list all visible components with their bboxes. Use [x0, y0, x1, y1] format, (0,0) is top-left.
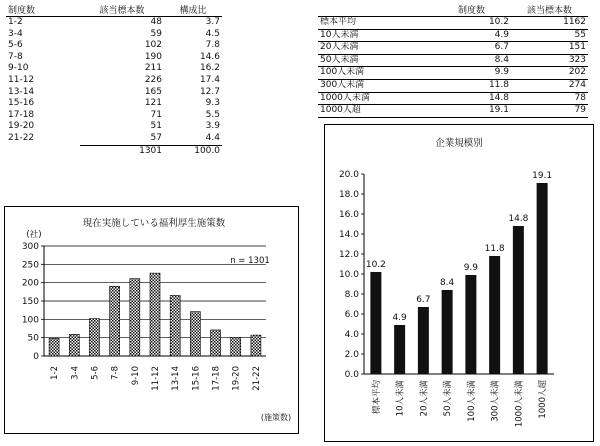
table-cell: 4.9	[432, 29, 511, 42]
table-row	[6, 87, 222, 99]
y-tick-label: 10.0	[338, 270, 359, 280]
y-tick-label: 50	[27, 333, 39, 344]
table-cell: 11-12	[8, 74, 35, 85]
bar	[465, 275, 476, 374]
company-size-table	[318, 3, 588, 118]
table-cell: 51	[150, 121, 162, 132]
bar	[513, 226, 524, 374]
table-cell: 14.6	[199, 51, 220, 62]
table-cell: 3-4	[8, 28, 23, 39]
bar	[130, 279, 140, 356]
bar-value-label: 11.8	[484, 244, 505, 254]
table-cell: 19.1	[432, 105, 511, 118]
table-cell: 102	[144, 40, 162, 51]
table-cell: 57	[150, 132, 162, 143]
y-tick-label: 14.0	[338, 230, 359, 240]
table-cell: 14.8	[432, 92, 511, 105]
table-cell: 4.5	[205, 28, 220, 39]
y-tick-label: 8.0	[344, 290, 359, 300]
table-cell: 1000人超	[318, 105, 432, 118]
table-header-row	[318, 3, 588, 17]
x-tick-label: 19-20	[231, 366, 242, 391]
table-cell: 165	[144, 86, 162, 97]
table-cell: 21-22	[8, 133, 35, 144]
bar-value-label: 6.7	[416, 295, 431, 305]
table-cell: 11.8	[432, 79, 511, 92]
table-row	[6, 133, 222, 145]
table-cell: 190	[144, 51, 162, 62]
table-row	[6, 29, 222, 41]
y-tick-label: 18.0	[338, 190, 359, 200]
bar	[190, 312, 200, 356]
y-axis-label: (社)	[26, 230, 42, 240]
bar	[418, 307, 429, 374]
x-tick-label: 10人未満	[395, 380, 406, 417]
bar-value-label: 10.2	[365, 260, 386, 270]
y-tick-label: 100	[21, 315, 39, 326]
bar-value-label: 14.8	[508, 214, 529, 224]
table-cell: 59	[150, 28, 162, 39]
y-tick-label: 6.0	[344, 310, 359, 320]
table-cell: 50人未満	[318, 54, 432, 67]
x-tick-label: 11-12	[151, 366, 161, 391]
sample-size-annotation: n = 1301	[230, 256, 270, 266]
table-cell: 10.2	[432, 17, 511, 30]
table-cell: 8.4	[432, 54, 511, 67]
total-cell: 100.0	[164, 145, 222, 157]
table-row	[318, 92, 588, 105]
table-cell: 202	[511, 67, 588, 80]
bar	[69, 334, 79, 356]
table-cell: 100人未満	[318, 67, 432, 80]
table-cell: 9.3	[205, 98, 220, 109]
table-cell: 20人未満	[318, 42, 432, 55]
table-cell: 300人未満	[318, 79, 432, 92]
col-header	[318, 3, 432, 17]
x-tick-label: 3-4	[70, 366, 81, 380]
table-row	[6, 75, 222, 87]
table-row	[318, 17, 588, 30]
x-tick-label: 1000人未満	[514, 380, 525, 428]
table-header-row	[6, 3, 222, 17]
table-cell: 4.4	[205, 132, 220, 143]
chart-title: 現在実施している福利厚生施策数	[82, 218, 226, 229]
table-cell: 1-2	[8, 17, 23, 27]
table-cell: 17-18	[8, 109, 35, 120]
col-header: 制度数	[6, 3, 80, 17]
table-total-row	[6, 145, 222, 157]
x-tick-label: 100人未満	[466, 380, 477, 422]
y-tick-label: 2.0	[344, 350, 359, 360]
table-cell: 9.9	[432, 67, 511, 80]
table-cell: 12.7	[199, 86, 220, 97]
x-tick-label: 7-8	[110, 366, 121, 380]
x-tick-label: 標本平均	[371, 380, 382, 415]
table-cell: 6.7	[432, 42, 511, 55]
bar	[49, 338, 59, 356]
table-row	[318, 42, 588, 55]
x-tick-label: 5-6	[90, 366, 101, 380]
table-row	[318, 29, 588, 42]
measures-count-chart	[4, 206, 299, 434]
bar	[231, 337, 241, 356]
x-tick-label: 13-14	[171, 366, 182, 391]
bar-value-label: 19.1	[532, 171, 553, 181]
table-cell: 121	[144, 98, 162, 109]
table-cell: 19-20	[8, 121, 35, 132]
table-cell: 10人未満	[318, 29, 432, 42]
table-row	[318, 105, 588, 118]
bar	[489, 256, 500, 374]
table-row	[318, 54, 588, 67]
chart-frame	[325, 125, 594, 442]
y-tick-label: 300	[21, 242, 39, 252]
measures-count-chart-svg	[4, 206, 299, 434]
table-cell: 71	[150, 109, 162, 120]
company-size-chart	[324, 124, 594, 442]
x-tick-label: 1-2	[50, 366, 61, 380]
col-header: 制度数	[432, 3, 511, 17]
table-row	[6, 17, 222, 29]
table-cell: 211	[144, 63, 162, 74]
table-cell: 5.5	[205, 109, 220, 120]
col-header: 該当標本数	[511, 3, 588, 17]
table-cell: 13-14	[8, 86, 35, 97]
bar	[394, 325, 405, 374]
x-axis-label: (施策数)	[260, 413, 292, 422]
y-tick-label: 4.0	[344, 330, 359, 340]
bar-value-label: 9.9	[463, 263, 479, 273]
bar	[211, 330, 221, 356]
y-tick-label: 20.0	[338, 170, 359, 180]
col-header: 該当標本数	[80, 3, 164, 17]
table-cell: 1162	[511, 17, 588, 30]
table-cell: 226	[144, 74, 162, 85]
bar	[442, 290, 453, 374]
x-tick-label: 17-18	[211, 366, 222, 391]
table-row	[6, 40, 222, 52]
table-cell: 7-8	[8, 51, 23, 62]
table-cell: 5-6	[8, 40, 23, 51]
table-cell: 1000人未満	[318, 92, 432, 105]
x-tick-label: 1000人超	[538, 380, 549, 419]
bar	[170, 296, 180, 357]
x-tick-label: 15-16	[191, 366, 202, 391]
table-cell: 55	[511, 29, 588, 42]
table-cell: 15-16	[8, 98, 35, 109]
table-row	[6, 110, 222, 122]
bar	[89, 319, 99, 356]
table-cell: 9-10	[8, 63, 29, 74]
table-cell: 323	[511, 54, 588, 67]
table-cell: 48	[150, 17, 162, 27]
x-tick-label: 50人未満	[443, 380, 454, 417]
bar	[251, 335, 261, 356]
table-cell: 274	[511, 79, 588, 92]
x-tick-label: 9-10	[130, 366, 141, 386]
bar	[150, 273, 160, 356]
x-tick-label: 20人未満	[419, 380, 430, 417]
table-cell: 標本平均	[318, 17, 432, 30]
x-tick-label: 21-22	[251, 366, 262, 391]
bar	[537, 183, 548, 374]
table-cell: 79	[511, 105, 588, 118]
y-tick-label: 0	[33, 352, 39, 362]
bar	[370, 272, 381, 374]
bar	[110, 286, 120, 356]
table-cell: 151	[511, 42, 588, 55]
table-row	[6, 121, 222, 133]
table-row	[6, 63, 222, 75]
table-row	[318, 67, 588, 80]
table-row	[6, 98, 222, 110]
x-tick-label: 300人未満	[490, 380, 501, 422]
table-cell: 17.4	[199, 74, 220, 85]
composition-table	[6, 3, 222, 157]
y-tick-label: 250	[21, 260, 39, 271]
y-tick-label: 16.0	[338, 210, 359, 220]
col-header: 構成比	[164, 3, 222, 17]
total-cell	[6, 145, 80, 157]
bar-value-label: 8.4	[439, 278, 455, 288]
table-cell: 7.8	[205, 40, 220, 51]
chart-title: 企業規模別	[435, 138, 483, 149]
y-tick-label: 12.0	[338, 250, 359, 260]
y-tick-label: 150	[21, 297, 39, 307]
y-tick-label: 200	[21, 278, 39, 289]
table-row	[6, 52, 222, 64]
table-cell: 3.7	[205, 17, 220, 27]
bar-value-label: 4.9	[392, 313, 407, 323]
table-row	[318, 79, 588, 92]
table-cell: 3.9	[205, 121, 220, 132]
table-cell: 16.2	[199, 63, 220, 74]
y-tick-label: 0.0	[344, 370, 359, 380]
table-cell: 78	[511, 92, 588, 105]
company-size-chart-svg	[324, 124, 594, 442]
total-cell: 1301	[80, 145, 164, 157]
